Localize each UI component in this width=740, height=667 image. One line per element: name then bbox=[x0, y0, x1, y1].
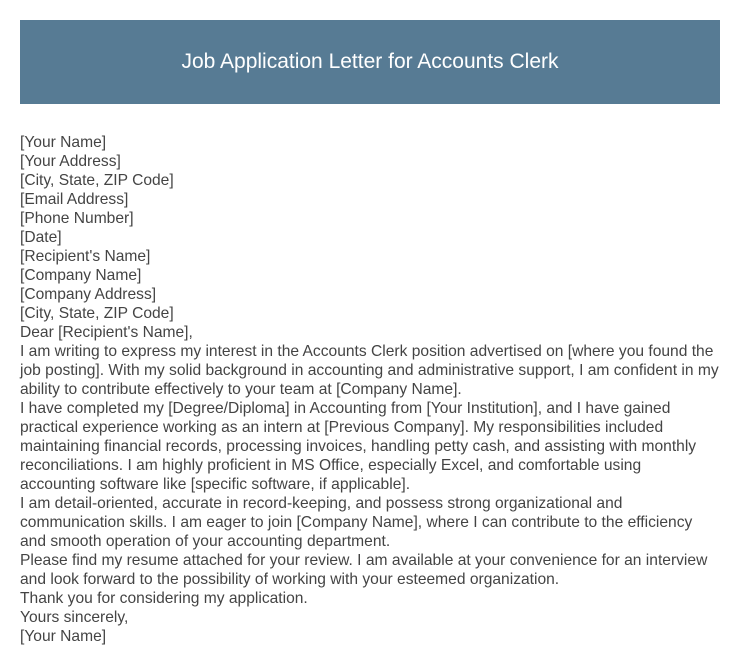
sender-block bbox=[20, 133, 720, 228]
sender-address: [Your Address] bbox=[20, 153, 121, 170]
paragraph-thanks: Thank you for considering my application. bbox=[20, 590, 308, 607]
recipient-city-state-zip: [City, State, ZIP Code] bbox=[20, 305, 174, 322]
recipient-company: [Company Name] bbox=[20, 267, 142, 284]
signature: [Your Name] bbox=[20, 628, 107, 645]
paragraph-resume: Please find my resume attached for your review. I am available at your convenience for an interview and look forward to the possibility of working with your esteemed organization. bbox=[20, 552, 708, 588]
page-title: Job Application Letter for Accounts Clerk bbox=[181, 50, 559, 73]
paragraph-experience: I have completed my [Degree/Diploma] in Accounting from [Your Institution], and I have gained practical experience working as an intern at [Previous Company]. My responsibilities included maintaining financial records, processing invoices, handling petty cash, and assisting with monthly reconciliations. I am highly proficient in MS Office, especially Excel, and comfortable using accounting software like [specific software, if applicable]. bbox=[20, 400, 697, 493]
sender-city-state-zip: [City, State, ZIP Code] bbox=[20, 172, 174, 189]
letter-body bbox=[20, 133, 720, 646]
letter-date: [Date] bbox=[20, 229, 62, 246]
sender-name: [Your Name] bbox=[20, 134, 107, 151]
recipient-company-address: [Company Address] bbox=[20, 286, 157, 303]
paragraph-intro: I am writing to express my interest in the Accounts Clerk position advertised on [where you found the job posting]. With my solid background in accounting and administrative support, I am confident in my ability to contribute effectively to your team at [Company Name]. bbox=[20, 343, 719, 398]
sender-phone: [Phone Number] bbox=[20, 210, 134, 227]
recipient-name: [Recipient's Name] bbox=[20, 248, 151, 265]
closing: Yours sincerely, bbox=[20, 609, 129, 626]
salutation: Dear [Recipient's Name], bbox=[20, 324, 193, 341]
recipient-block bbox=[20, 247, 720, 323]
title-banner bbox=[20, 20, 720, 104]
paragraph-skills: I am detail-oriented, accurate in record-keeping, and possess strong organizational and communication skills. I am eager to join [Company Name], where I can contribute to the efficiency and smooth operation of your accounting department. bbox=[20, 495, 693, 550]
sender-email: [Email Address] bbox=[20, 191, 129, 208]
